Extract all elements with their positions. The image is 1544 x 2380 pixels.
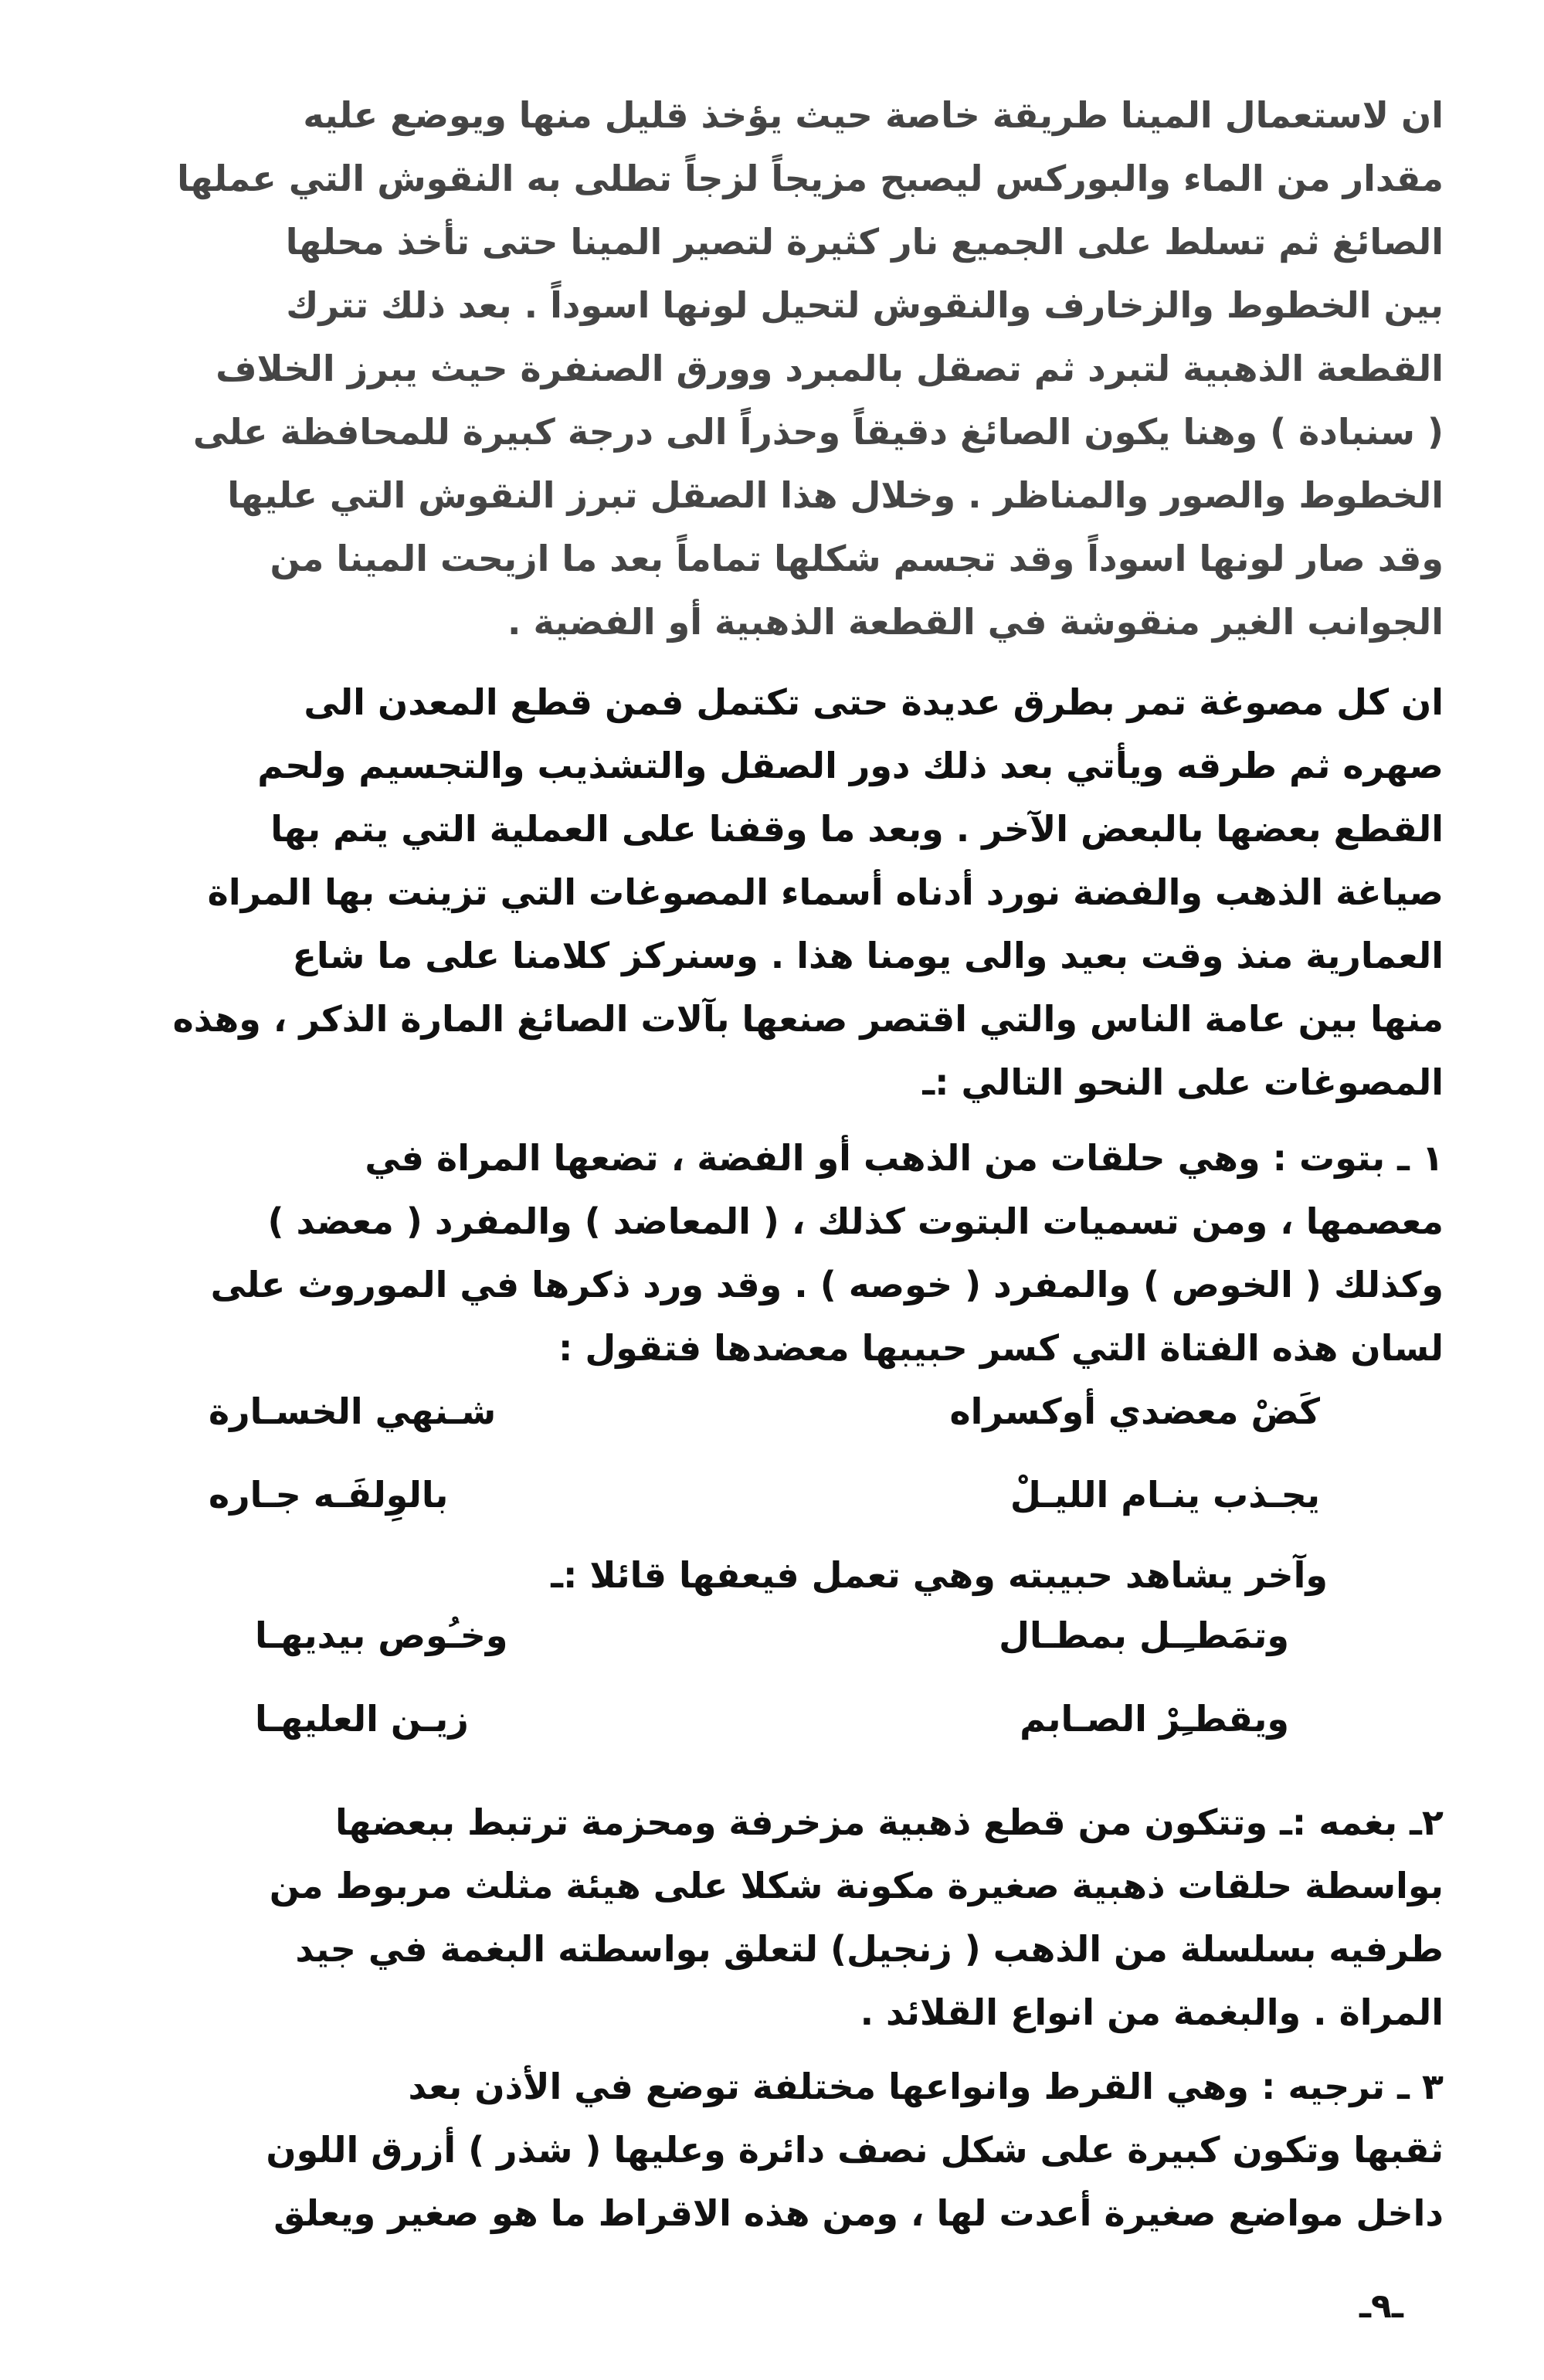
text-line: المصوغات على النحو التالي :ـ <box>922 1061 1444 1103</box>
verse-1-right: كَضْ معضدي أوكسراه <box>949 1390 1320 1432</box>
verse-1-left: شـنهي الخسـارة <box>209 1390 497 1432</box>
text-line: ( سنبادة ) وهنا يكون الصائغ دقيقاً وحذراً الى درجة كبيرة للمحافظة على <box>192 411 1444 453</box>
text-line: وكذلك ( الخوص ) والمفرد ( خوصه ) . وقد ورد ذكرها في الموروث على <box>210 1264 1444 1305</box>
text-line: منها بين عامة الناس والتي اقتصر صنعها بآلات الصائغ المارة الذكر ، وهذه <box>172 998 1444 1040</box>
text-line: الصائغ ثم تسلط على الجميع نار كثيرة لتصير المينا حتى تأخذ محلها <box>285 221 1444 263</box>
page-number: ـ٩ـ <box>1359 2287 1403 2326</box>
paragraph-item-3-tarjiya <box>100 2055 1444 2245</box>
text-line: وقد صار لونها اسوداً وقد تجسم شكلها تماماً بعد ما ازيحت المينا من <box>270 538 1444 579</box>
text-line: بين الخطوط والزخارف والنقوش لتحيل لونها اسوداً . بعد ذلك تترك <box>286 284 1444 326</box>
text-line: ثقبها وتكون كبيرة على شكل نصف دائرة وعليها ( شذر ) أزرق اللون <box>266 2129 1444 2171</box>
text-line: القطعة الذهبية لتبرد ثم تصقل بالمبرد وورق الصنفرة حيث يبرز الخلاف <box>215 348 1444 389</box>
text-line: ١ ـ بتوت : وهي حلقات من الذهب أو الفضة ، تضعها المراة في <box>365 1137 1444 1179</box>
paragraph-verse-intro <box>100 1543 1444 1607</box>
text-line: العمارية منذ وقت بعيد والى يومنا هذا . وسنركز كلامنا على ما شاع <box>292 935 1444 976</box>
text-line: وآخر يشاهد حبيبته وهي تعمل فيعفها قائلا :ـ <box>551 1554 1328 1596</box>
text-line: صياغة الذهب والفضة نورد أدناه أسماء المصوغات التي تزينت بها المراة <box>207 871 1444 913</box>
text-line: معصمها ، ومن تسميات البتوت كذلك ، ( المعاضد ) والمفرد ( معضد ) <box>267 1200 1444 1242</box>
text-line: طرفيه بسلسلة من الذهب ( زنجيل) لتعلق بواسطته البغمة في جيد <box>295 1928 1444 1970</box>
verse-2-left: بالوِلفَـه جـاره <box>209 1474 449 1516</box>
verse-3-right: وتمَطـِـل بمطـال <box>999 1614 1289 1656</box>
text-line: المراة . والبغمة من انواع القلائد . <box>860 1991 1444 2033</box>
text-line: القطع بعضها بالبعض الآخر . وبعد ما وقفنا على العملية التي يتم بها <box>270 808 1444 850</box>
paragraph-enamel <box>100 83 1444 654</box>
text-line: ان لاستعمال المينا طريقة خاصة حيث يؤخذ قليل منها ويوضع عليه <box>303 94 1444 136</box>
text-line: ٣ ـ ترجيه : وهي القرط وانواعها مختلفة توضع في الأذن بعد <box>408 2066 1444 2107</box>
paragraph-jewellery-making <box>100 671 1444 1114</box>
paragraph-item-2-bughma <box>100 1791 1444 2044</box>
text-line: داخل مواضع صغيرة أعدت لها ، ومن هذه الاقراط ما هو صغير ويعلق <box>273 2192 1444 2234</box>
text-line: لسان هذه الفتاة التي كسر حبيبها معضدها فتقول : <box>558 1327 1444 1369</box>
text-line: الجوانب الغير منقوشة في القطعة الذهبية أو الفضية . <box>507 601 1444 643</box>
text-line: بواسطة حلقات ذهبية صغيرة مكونة شكلا على هيئة مثلث مربوط من <box>269 1865 1444 1906</box>
text-line: صهره ثم طرقه ويأتي بعد ذلك دور الصقل والتشذيب والتجسيم ولحم <box>257 745 1444 786</box>
text-line: الخطوط والصور والمناظر . وخلال هذا الصقل تبرز النقوش التي عليها <box>227 474 1444 516</box>
text-line: ان كل مصوغة تمر بطرق عديدة حتى تكتمل فمن قطع المعدن الى <box>304 681 1444 723</box>
verse-2-right: يجـذب ينـام الليـلْ <box>1010 1474 1320 1516</box>
verse-4-left: زيـن العليهـا <box>255 1698 469 1740</box>
paragraph-item-1-batout <box>100 1126 1444 1380</box>
text-line: مقدار من الماء والبوركس ليصبح مزيجاً لزجاً تطلى به النقوش التي عملها <box>177 158 1444 199</box>
verse-3-left: وخـُوص بيديهـا <box>255 1614 508 1656</box>
verse-4-right: ويقطـِرْ الصـابم <box>1020 1698 1289 1740</box>
text-line: ٢ـ بغمه :ـ وتتكون من قطع ذهبية مزخرفة ومحزمة ترتبط ببعضها <box>335 1801 1444 1843</box>
